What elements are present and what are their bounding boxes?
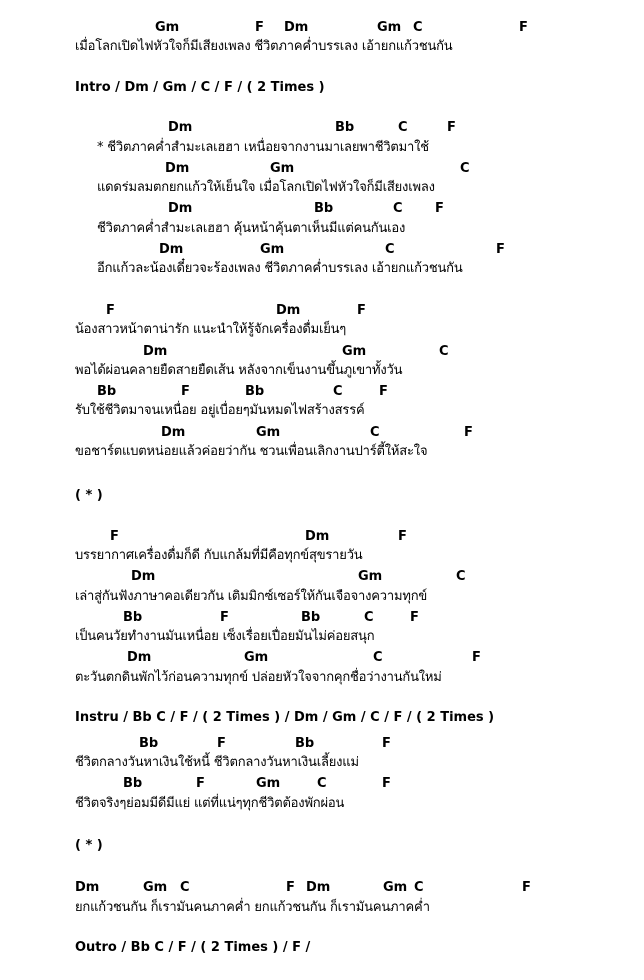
- lyric-line: ชีวิตกลางวันหาเงินใช้หนี้ ชีวิตกลางวันหาเงินเลี้ยงแม่: [75, 755, 359, 770]
- chord: Dm: [306, 880, 331, 895]
- chord: F: [522, 880, 531, 895]
- chord: Dm: [75, 880, 100, 895]
- chord: Dm: [276, 303, 301, 318]
- chord: C: [370, 425, 380, 440]
- chord: C: [393, 201, 403, 216]
- chord: F: [398, 529, 407, 544]
- chord: C: [317, 776, 327, 791]
- chord: C: [364, 610, 374, 625]
- chord: Bb: [335, 120, 355, 135]
- chord: Bb: [295, 736, 315, 751]
- chord: F: [357, 303, 366, 318]
- lyric-line: * ชีวิตภาคค่ำสำมะเลเฮฮา เหนื่อยจากงานมาเลยพาชีวิตมาใช้: [97, 140, 429, 155]
- chord: Dm: [159, 242, 184, 257]
- chord: Bb: [314, 201, 334, 216]
- chord: Bb: [301, 610, 321, 625]
- chord: C: [333, 384, 343, 399]
- chord: Dm: [161, 425, 186, 440]
- chord: Gm: [260, 242, 285, 257]
- chord: C: [373, 650, 383, 665]
- chord: F: [255, 20, 264, 35]
- lyric-line: อีกแก้วละน้องเดี๋ยวจะร้องเพลง ชีวิตภาคค่ำบรรเลง เอ้ายกแก้วชนกัน: [97, 261, 463, 276]
- lyric-line: พอได้ผ่อนคลายยืดสายยืดเส้น หลังจากเข็นงานขึ้นภูเขาทั้งวัน: [75, 363, 403, 378]
- lyric-line: บรรยากาศเครื่องดื่มก็ดี กับแกล้มที่มีคือทุกข์สุขรายวัน: [75, 548, 363, 563]
- chord: Bb: [97, 384, 117, 399]
- chord: C: [413, 20, 423, 35]
- chord: F: [464, 425, 473, 440]
- chord: Gm: [270, 161, 295, 176]
- chord: C: [385, 242, 395, 257]
- chord: F: [217, 736, 226, 751]
- chord: F: [496, 242, 505, 257]
- lyric-line: แดดร่มลมตกยกแก้วให้เย็นใจ เมื่อโลกเปิดไฟหัวใจก็มีเสียงเพลง: [97, 180, 435, 195]
- chord: C: [460, 161, 470, 176]
- lyric-line: ตะวันตกดินพักไว้ก่อนความทุกข์ ปล่อยหัวใจจากคุกชื่อว่างานกันใหม่: [75, 670, 442, 685]
- chord: F: [286, 880, 295, 895]
- chord: F: [220, 610, 229, 625]
- chord: Gm: [256, 425, 281, 440]
- chord: C: [398, 120, 408, 135]
- lyric-line: ชีวิตภาคค่ำสำมะเลเฮฮา คุ้นหน้าคุ้นตาเห็นมีแต่คนกันเอง: [97, 221, 406, 236]
- lyric-line: เมื่อโลกเปิดไฟหัวใจก็มีเสียงเพลง ชีวิตภาคค่ำบรรเลง เอ้ายกแก้วชนกัน: [75, 39, 453, 54]
- chord: Gm: [383, 880, 408, 895]
- chord: Gm: [155, 20, 180, 35]
- chord: F: [519, 20, 528, 35]
- chord: Gm: [342, 344, 367, 359]
- chord: F: [447, 120, 456, 135]
- chord: Bb: [245, 384, 265, 399]
- chord: C: [456, 569, 466, 584]
- chord: Bb: [123, 776, 143, 791]
- chord: Gm: [143, 880, 168, 895]
- lyric-line: ชีวิตจริงๆย่อมมีดีมีแย่ แต่ที่แน่ๆทุกชีวิตต้องพักผ่อน: [75, 796, 345, 811]
- lyric-line: รับใช้ชีวิตมาจนเหนื่อย อยู่เบื่อยๆมันหมดไฟสร้างสรรค์: [75, 403, 365, 418]
- lyric-line: ขอชาร์ตแบตหน่อยแล้วค่อยว่ากัน ชวนเพื่อนเลิกงานปาร์ตี้ให้สะใจ: [75, 444, 428, 459]
- chorus-repeat-marker: ( * ): [75, 488, 103, 503]
- lyric-line: เล่าสู่กันฟังภาษาคอเดียวกัน เติมมิกซ์เซอร์ให้กันเจือจางความทุกข์: [75, 589, 428, 604]
- chord: F: [382, 736, 391, 751]
- lyric-line: ยกแก้วชนกัน ก็เรามันคนภาคค่ำ ยกแก้วชนกัน ก็เรามันคนภาคค่ำ: [75, 900, 430, 915]
- chord: Dm: [143, 344, 168, 359]
- chord: F: [181, 384, 190, 399]
- chord: C: [439, 344, 449, 359]
- chord: F: [379, 384, 388, 399]
- chord: Dm: [131, 569, 156, 584]
- chord: C: [414, 880, 424, 895]
- chord: Dm: [165, 161, 190, 176]
- chord: Dm: [127, 650, 152, 665]
- chord: Gm: [377, 20, 402, 35]
- chord: Gm: [358, 569, 383, 584]
- chord: Bb: [123, 610, 143, 625]
- chord: Dm: [168, 120, 193, 135]
- chord: F: [196, 776, 205, 791]
- chord: F: [435, 201, 444, 216]
- chord: F: [110, 529, 119, 544]
- chord: Dm: [168, 201, 193, 216]
- chord: F: [472, 650, 481, 665]
- intro-line: Intro / Dm / Gm / C / F / ( 2 Times ): [75, 80, 325, 95]
- lyric-line: น้องสาวหน้าตาน่ารัก แนะนำให้รู้จักเครื่องดื่มเย็นๆ: [75, 322, 347, 337]
- chord: Gm: [256, 776, 281, 791]
- chord: Dm: [305, 529, 330, 544]
- chord: F: [106, 303, 115, 318]
- chord: Dm: [284, 20, 309, 35]
- chord: C: [180, 880, 190, 895]
- lyric-line: เป็นคนวัยทำงานมันเหนื่อย เซ็งเรื่อยเปื่อยมันไม่ค่อยสนุก: [75, 629, 375, 644]
- outro-line: Outro / Bb C / F / ( 2 Times ) / F /: [75, 940, 311, 955]
- chord: Bb: [139, 736, 159, 751]
- chord: F: [410, 610, 419, 625]
- chord: F: [382, 776, 391, 791]
- instru-line: Instru / Bb C / F / ( 2 Times ) / Dm / Gm / C / F / ( 2 Times ): [75, 710, 495, 725]
- chorus-repeat-marker: ( * ): [75, 838, 103, 853]
- chord: Gm: [244, 650, 269, 665]
